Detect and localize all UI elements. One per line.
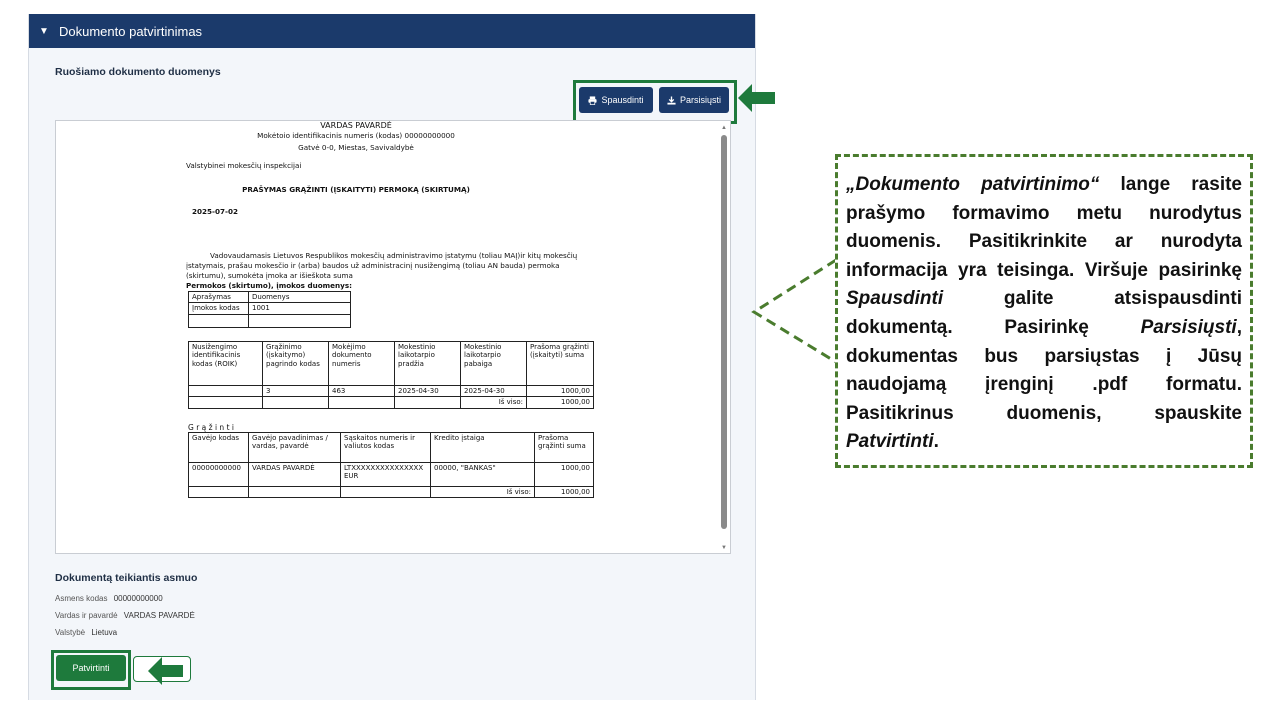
- table-cell: 2025-04-30: [461, 386, 527, 397]
- total-label: Iš viso:: [431, 487, 535, 498]
- panel-title: Dokumento patvirtinimas: [59, 23, 203, 39]
- total-value: 1000,00: [535, 487, 594, 498]
- table-cell: [263, 397, 329, 408]
- printer-icon: [588, 96, 597, 105]
- table-cell: [341, 487, 431, 498]
- callout-emphasis: „Dokumento patvirtinimo“: [846, 174, 1100, 195]
- table-header: Mokėjimo dokumento numeris: [329, 342, 395, 386]
- table-cell: [249, 314, 351, 327]
- overpayment-table: [188, 291, 351, 328]
- table-cell: LTXXXXXXXXXXXXXXX EUR: [341, 463, 431, 487]
- submitter-state-row: [55, 628, 117, 637]
- table-header: Duomenys: [249, 292, 351, 303]
- table-cell: 1000,00: [527, 386, 594, 397]
- submitter-state-label: Valstybė: [55, 628, 86, 637]
- doc-payer-code: Mokėtoio identifikacinis numeris (kodas) 00000000000: [257, 131, 455, 140]
- table-header: Kredito įstaiga: [431, 433, 535, 463]
- table-cell: VARDAS PAVARDĖ: [249, 463, 341, 487]
- pointer-arrow-icon: [148, 656, 184, 686]
- callout-connector: [750, 256, 840, 366]
- section-title: Ruošiamo dokumento duomenys: [55, 66, 221, 78]
- table-cell: [189, 386, 263, 397]
- document-scrollbar[interactable]: [720, 125, 728, 551]
- submitter-id-row: [55, 594, 163, 603]
- callout-text: [846, 171, 1242, 457]
- submitter-state-value: Lietuva: [91, 628, 118, 637]
- doc-recipient: Valstybinei mokesčių inspekcijai: [186, 161, 302, 170]
- pointer-arrow-icon: [738, 84, 776, 112]
- confirm-button[interactable]: Patvirtinti: [56, 655, 126, 681]
- doc-return-label: G r ą ž i n t i: [188, 423, 234, 432]
- document-preview[interactable]: [55, 120, 731, 554]
- table-cell: [249, 487, 341, 498]
- download-icon: [667, 96, 676, 105]
- print-button[interactable]: [579, 87, 653, 113]
- panel-header[interactable]: [29, 14, 755, 48]
- callout-emphasis: Parsisiųsti: [1140, 316, 1237, 338]
- return-table: [188, 432, 594, 498]
- total-label: Iš viso:: [461, 397, 527, 408]
- submitter-name-label: Vardas ir pavardė: [55, 611, 118, 620]
- callout-text-part: galite atsispausdinti dokumentą. Pasirinkę: [846, 288, 1242, 338]
- submitter-name-value: VARDAS PAVARDĖ: [123, 611, 195, 620]
- table-cell: [189, 397, 263, 408]
- callout-text-part: lange rasite prašymo formavimo metu nurodytus duomenis. Pasitikrinkite ar nurodyta informacija yra teisinga. Viršuje pasirinkę: [846, 174, 1242, 281]
- callout-emphasis: Patvirtinti: [846, 431, 934, 453]
- table-header: Mokestinio laikotarpio pabaiga: [461, 342, 527, 386]
- callout-text-part: .: [933, 431, 939, 453]
- table-header: Gavėjo kodas: [189, 433, 249, 463]
- doc-name: VARDAS PAVARDĖ: [320, 121, 392, 130]
- doc-body-line2: įstatymais, prašau mokesčio ir (arba) baudos už administracinį nusižengimą (toliau AN bauda) permoka: [186, 261, 560, 270]
- table-header: Aprašymas: [189, 292, 249, 303]
- table-header: Prašoma grąžinti (įskaityti) suma: [527, 342, 594, 386]
- download-button-label: Parsisiųsti: [679, 95, 721, 105]
- instruction-callout: [835, 154, 1253, 468]
- table-cell: 00000, "BANKAS": [431, 463, 535, 487]
- submitter-name-row: [55, 611, 195, 620]
- table-cell: 00000000000: [189, 463, 249, 487]
- table-cell: Įmokos kodas: [189, 303, 249, 314]
- table-cell: 2025-04-30: [395, 386, 461, 397]
- submitter-title: Dokumentą teikiantis asmuo: [55, 572, 198, 584]
- table-cell: 1000,00: [535, 463, 594, 487]
- doc-title: PRAŠYMAS GRĄŽINTI (ĮSKAITYTI) PERMOKĄ (SKIRTUMĄ): [242, 185, 470, 194]
- download-button[interactable]: [659, 87, 729, 113]
- table-cell: [189, 487, 249, 498]
- table-header: Nusižengimo identifikacinis kodas (ROIK): [189, 342, 263, 386]
- table-cell: 1001: [249, 303, 351, 314]
- table-cell: 3: [263, 386, 329, 397]
- submitter-id-label: Asmens kodas: [55, 594, 108, 603]
- scroll-down-icon[interactable]: ▼: [721, 545, 727, 551]
- doc-body-line3: (skirtumu), sumokėta įmoka ar išieškota suma: [186, 271, 353, 280]
- table-cell: [329, 397, 395, 408]
- document-confirmation-panel: [28, 14, 756, 700]
- table-header: Gavėjo pavadinimas / vardas, pavardė: [249, 433, 341, 463]
- print-button-label: Spausdinti: [601, 95, 644, 105]
- callout-emphasis: Spausdinti: [846, 288, 944, 310]
- doc-date: 2025-07-02: [192, 207, 238, 216]
- table-header: Grąžinimo (įskaitymo) pagrindo kodas: [263, 342, 329, 386]
- doc-overpayment-label: Permokos (skirtumo), įmokos duomenys:: [186, 281, 352, 290]
- table-header: Prašoma grąžinti suma: [535, 433, 594, 463]
- table-cell: [189, 314, 249, 327]
- scrollbar-thumb[interactable]: [721, 135, 727, 529]
- table-header: Sąskaitos numeris ir valiutos kodas: [341, 433, 431, 463]
- doc-address: Gatvė 0-0, Miestas, Savivaldybė: [298, 143, 414, 152]
- callout-text-part: , dokumentas bus parsiųstas į Jūsų naudojamą įrenginį .pdf formatu. Pasitikrinus duomenis, spauskite: [846, 316, 1242, 424]
- chevron-down-icon: ▼: [39, 25, 49, 37]
- scroll-up-icon[interactable]: ▲: [721, 125, 727, 131]
- table-header: Mokestinio laikotarpio pradžia: [395, 342, 461, 386]
- total-value: 1000,00: [527, 397, 594, 408]
- table-cell: 463: [329, 386, 395, 397]
- table-cell: [395, 397, 461, 408]
- submitter-id-value: 00000000000: [113, 594, 163, 603]
- doc-body-line1: Vadovaudamasis Lietuvos Respublikos mokesčių administravimo įstatymu (toliau MAĮ)ir kitų mokesčių: [210, 251, 578, 260]
- payment-table: [188, 341, 594, 409]
